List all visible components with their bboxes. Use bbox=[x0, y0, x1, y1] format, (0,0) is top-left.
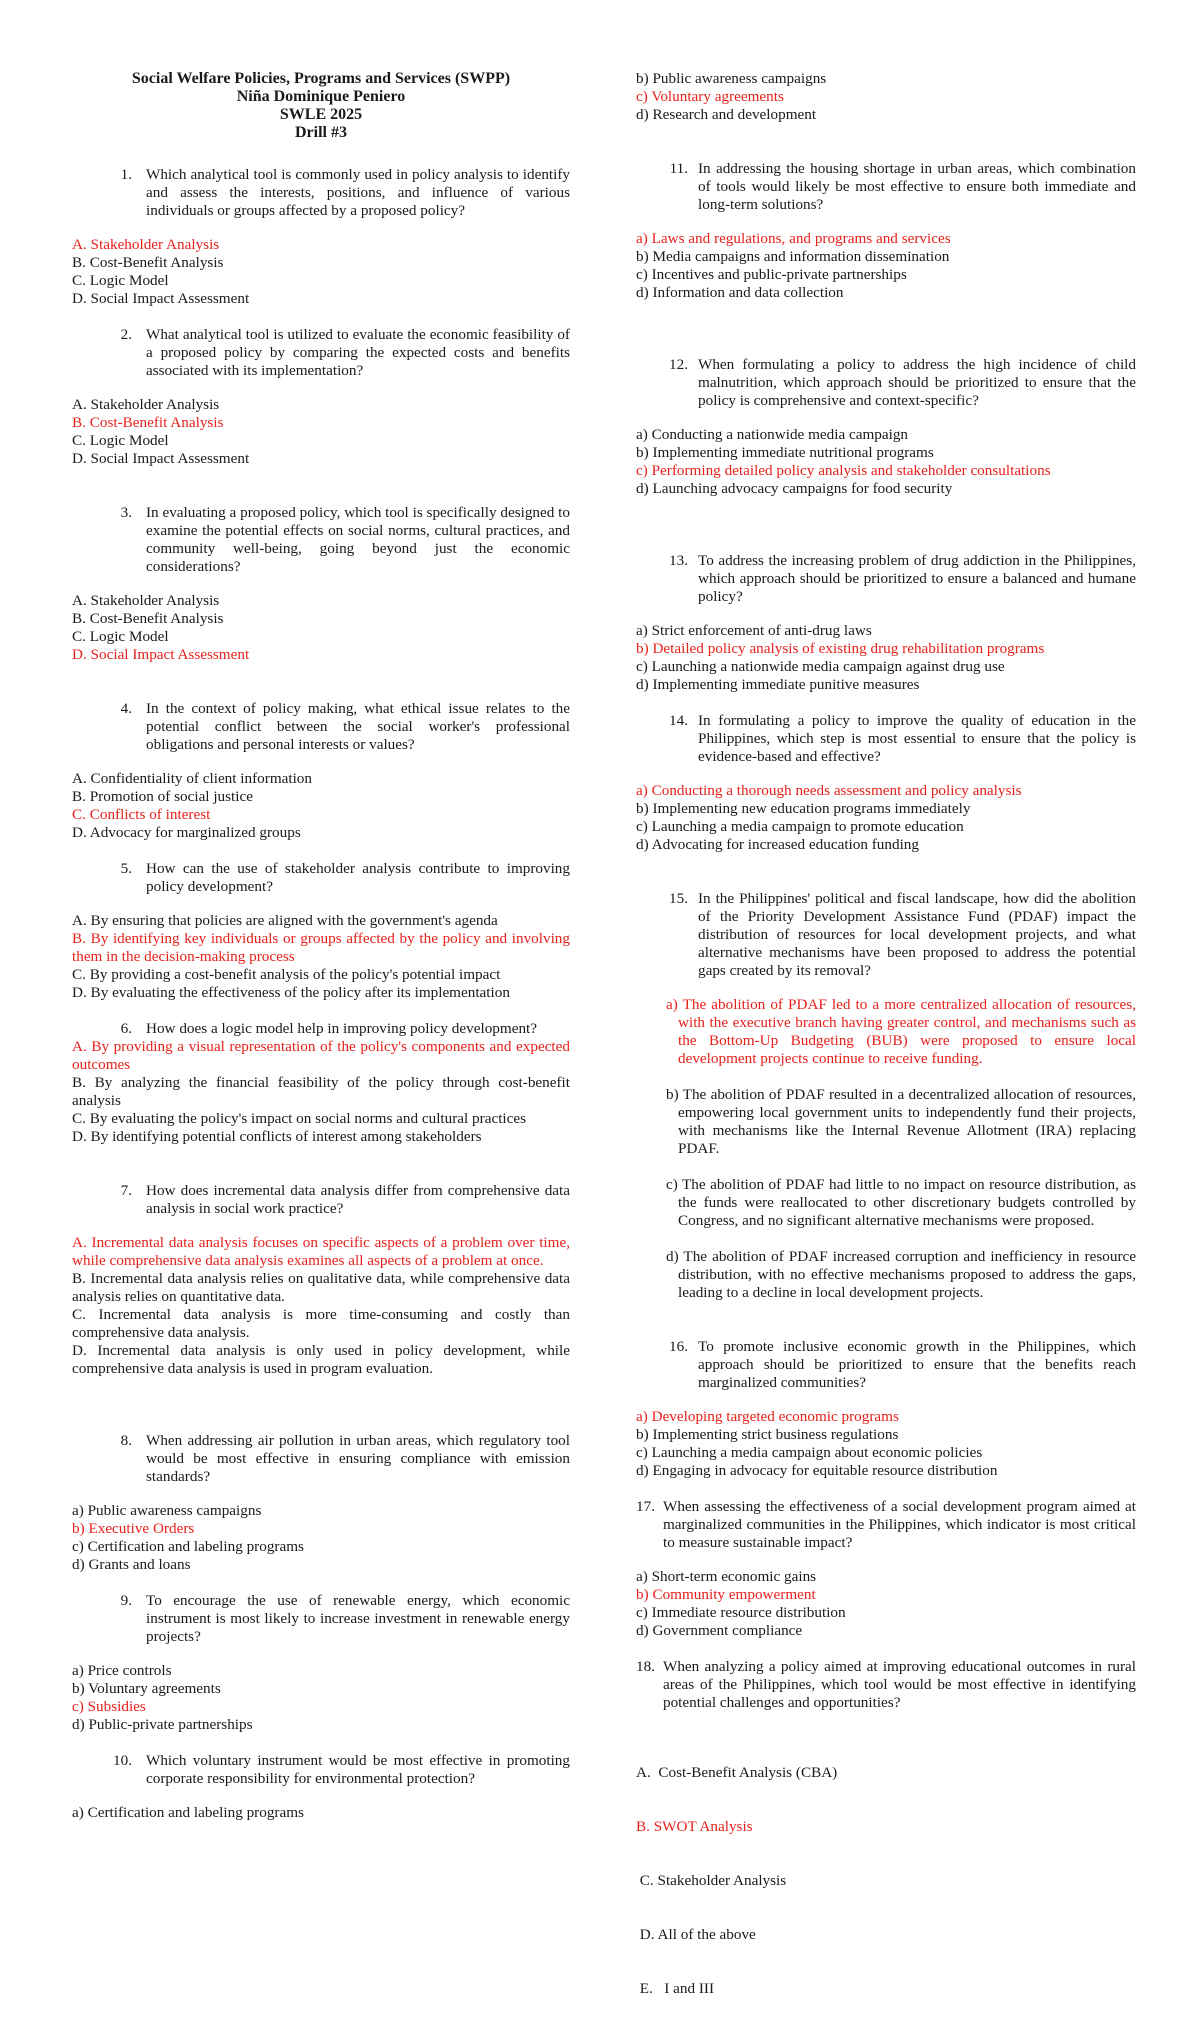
options bbox=[636, 1408, 1136, 1480]
option-a: a) Short-term economic gains bbox=[636, 1568, 817, 1585]
option-b: b) Implementing strict business regulations bbox=[636, 1426, 899, 1443]
options bbox=[72, 770, 570, 842]
option-c: C. By providing a cost-benefit analysis of the policy's potential impact bbox=[72, 966, 501, 983]
option-a: A. Incremental data analysis focuses on specific aspects of a problem over time, while comprehensive data analysis examines all aspects of a problem at once. bbox=[72, 1234, 570, 1269]
option-a: A. By ensuring that policies are aligned with the government's agenda bbox=[72, 912, 498, 929]
question-number: 15. bbox=[669, 890, 688, 907]
options bbox=[636, 782, 1136, 854]
exam-label: SWLE 2025 bbox=[279, 106, 363, 123]
question-2 bbox=[72, 326, 570, 468]
option-a: a) Strict enforcement of anti-drug laws bbox=[636, 622, 872, 639]
question-text: In the context of policy making, what ethical issue relates to the potential conflict between the social worker's professional obligations and personal interests or values? bbox=[146, 700, 570, 753]
option-c: c) Certification and labeling programs bbox=[72, 1538, 304, 1555]
option-d: d) Grants and loans bbox=[72, 1556, 191, 1573]
option-d: d) Advocating for increased education funding bbox=[636, 836, 919, 853]
option-b: B. SWOT Analysis bbox=[636, 1818, 753, 1835]
question-number: 8. bbox=[120, 1432, 132, 1449]
option-a: a) Developing targeted economic programs bbox=[636, 1408, 899, 1425]
option-b: B. By identifying key individuals or groups affected by the policy and involving them in the decision-making process bbox=[72, 930, 570, 965]
option-c: c) Performing detailed policy analysis and stakeholder consultations bbox=[636, 462, 1051, 479]
options bbox=[72, 912, 570, 1002]
options bbox=[636, 426, 1136, 498]
option-c: c) The abolition of PDAF had little to no impact on resource distribution, as the funds were reallocated to other discretionary budgets controlled by Congress, and no significant alternative mechanisms were proposed. bbox=[666, 1176, 1136, 1229]
question-number: 7. bbox=[120, 1182, 132, 1199]
right-column bbox=[636, 70, 1136, 2034]
question-text: In formulating a policy to improve the quality of education in the Philippines, which step is most essential to ensure that the policy is evidence-based and effective? bbox=[698, 712, 1136, 765]
author-name: Niña Dominique Peniero bbox=[236, 88, 406, 105]
options bbox=[72, 592, 570, 664]
question-7 bbox=[72, 1182, 570, 1378]
option-d: D. Advocacy for marginalized groups bbox=[72, 824, 301, 841]
option-d: D. Social Impact Assessment bbox=[72, 646, 250, 663]
options bbox=[636, 1568, 1136, 1640]
question-16 bbox=[636, 1338, 1136, 1480]
question-text: How can the use of stakeholder analysis contribute to improving policy development? bbox=[146, 860, 570, 895]
options bbox=[636, 996, 1136, 1302]
option-c: c) Subsidies bbox=[72, 1698, 146, 1715]
question-text: To address the increasing problem of drug addiction in the Philippines, which approach should be prioritized to ensure a balanced and humane policy? bbox=[698, 552, 1136, 605]
question-text: When analyzing a policy aimed at improving educational outcomes in rural areas of the Philippines, which tool would be most effective in identifying potential challenges and opportunities? bbox=[662, 1658, 1136, 1711]
question-18 bbox=[636, 1658, 1136, 2034]
option-b: B. Cost-Benefit Analysis bbox=[72, 414, 224, 431]
question-number: 5. bbox=[120, 860, 132, 877]
question-6 bbox=[72, 1020, 570, 1146]
question-number: 9. bbox=[120, 1592, 132, 1609]
question-text: How does incremental data analysis differ from comprehensive data analysis in social work practice? bbox=[146, 1182, 570, 1217]
option-b: b) Media campaigns and information dissemination bbox=[636, 248, 950, 265]
option-c: c) Launching a media campaign about economic policies bbox=[636, 1444, 983, 1461]
question-9 bbox=[72, 1592, 570, 1734]
option-c: c) Immediate resource distribution bbox=[636, 1604, 846, 1621]
options bbox=[72, 1502, 570, 1574]
option-d: D. Social Impact Assessment bbox=[72, 290, 250, 307]
question-13 bbox=[636, 552, 1136, 694]
options bbox=[636, 230, 1136, 302]
option-d: d) Government compliance bbox=[636, 1622, 803, 1639]
question-14 bbox=[636, 712, 1136, 854]
option-d: d) Information and data collection bbox=[636, 284, 844, 301]
option-b: b) Detailed policy analysis of existing drug rehabilitation programs bbox=[636, 640, 1045, 657]
option-a: a) The abolition of PDAF led to a more centralized allocation of resources, with the executive branch having greater control, and mechanisms such as the Bottom-Up Budgeting (BUB) were proposed to ensure local development projects continue to receive funding. bbox=[666, 996, 1136, 1067]
question-text: In the Philippines' political and fiscal landscape, how did the abolition of the Priority Development Assistance Fund (PDAF) impact the distribution of resources for local development projects, and what alternative mechanisms have been proposed to address the potential gaps created by its removal? bbox=[698, 890, 1136, 979]
question-10-continued bbox=[636, 70, 1136, 124]
option-a: A. Confidentiality of client information bbox=[72, 770, 312, 787]
question-number: 1. bbox=[120, 166, 132, 183]
question-number: 14. bbox=[669, 712, 688, 729]
options bbox=[72, 236, 570, 308]
question-number: 16. bbox=[669, 1338, 688, 1355]
options bbox=[72, 1662, 570, 1734]
question-10 bbox=[72, 1752, 570, 1822]
option-c: c) Incentives and public-private partnerships bbox=[636, 266, 907, 283]
options bbox=[72, 1038, 570, 1146]
option-b: B. Cost-Benefit Analysis bbox=[72, 610, 224, 627]
option-b: b) Implementing new education programs immediately bbox=[636, 800, 971, 817]
question-text: In evaluating a proposed policy, which tool is specifically designed to examine the potential effects on social norms, cultural practices, and community well-being, going beyond just the economic considerations? bbox=[146, 504, 570, 575]
question-15 bbox=[636, 890, 1136, 1302]
question-text: When assessing the effectiveness of a social development program aimed at marginalized communities in the Philippines, which indicator is most critical to measure sustainable impact? bbox=[662, 1498, 1136, 1551]
option-c: c) Launching a nationwide media campaign against drug use bbox=[636, 658, 1005, 675]
option-a: A. Stakeholder Analysis bbox=[72, 236, 220, 253]
option-b: b) Community empowerment bbox=[636, 1586, 816, 1603]
option-a: a) Price controls bbox=[72, 1662, 172, 1679]
question-text: When formulating a policy to address the high incidence of child malnutrition, which approach should be prioritized to ensure that the policy is comprehensive and context-specific? bbox=[698, 356, 1136, 409]
option-c: C. Stakeholder Analysis bbox=[636, 1872, 787, 1889]
question-5 bbox=[72, 860, 570, 1002]
option-a: a) Certification and labeling programs bbox=[72, 1804, 304, 1821]
option-e: E. I and III bbox=[636, 1980, 715, 1997]
option-a: A. By providing a visual representation of the policy's components and expected outcomes bbox=[72, 1038, 570, 1073]
option-b: b) Voluntary agreements bbox=[72, 1680, 221, 1697]
question-number: 18. bbox=[636, 1658, 655, 1675]
option-d: d) The abolition of PDAF increased corruption and inefficiency in resource distribution, with no effective mechanisms proposed to address the gaps, leading to a decline in local development projects. bbox=[666, 1248, 1136, 1301]
question-number: 13. bbox=[669, 552, 688, 569]
question-text: Which analytical tool is commonly used in policy analysis to identify and assess the interests, positions, and influence of various individuals or groups affected by a proposed policy? bbox=[146, 166, 570, 219]
question-8 bbox=[72, 1432, 570, 1574]
option-a: a) Conducting a thorough needs assessment and policy analysis bbox=[636, 782, 1022, 799]
options bbox=[72, 1234, 570, 1378]
course-title: Social Welfare Policies, Programs and Services (SWPP) bbox=[131, 70, 511, 87]
question-text: Which voluntary instrument would be most effective in promoting corporate responsibility for environmental protection? bbox=[146, 1752, 570, 1787]
option-a: A. Stakeholder Analysis bbox=[72, 592, 220, 609]
option-d: d) Implementing immediate punitive measures bbox=[636, 676, 920, 693]
question-text: How does a logic model help in improving policy development? bbox=[146, 1020, 537, 1037]
question-17 bbox=[636, 1498, 1136, 1640]
option-d: d) Launching advocacy campaigns for food security bbox=[636, 480, 953, 497]
option-d: D. By identifying potential conflicts of interest among stakeholders bbox=[72, 1128, 482, 1145]
question-number: 12. bbox=[669, 356, 688, 373]
question-text: In addressing the housing shortage in urban areas, which combination of tools would likely be most effective to ensure both immediate and long-term solutions? bbox=[698, 160, 1136, 213]
question-number: 4. bbox=[120, 700, 132, 717]
option-c: C. Logic Model bbox=[72, 432, 169, 449]
option-c: c) Launching a media campaign to promote education bbox=[636, 818, 964, 835]
options bbox=[72, 396, 570, 468]
option-b: b) Public awareness campaigns bbox=[636, 70, 827, 87]
question-text: When addressing air pollution in urban areas, which regulatory tool would be most effective in ensuring compliance with emission standards? bbox=[146, 1432, 570, 1485]
drill-label: Drill #3 bbox=[295, 124, 347, 141]
option-b: B. Cost-Benefit Analysis bbox=[72, 254, 224, 271]
option-d: d) Research and development bbox=[636, 106, 817, 123]
option-c: C. Logic Model bbox=[72, 272, 169, 289]
question-number: 10. bbox=[113, 1752, 132, 1769]
options bbox=[636, 1728, 1136, 2034]
question-1 bbox=[72, 166, 570, 308]
option-b: B. Promotion of social justice bbox=[72, 788, 253, 805]
option-d: D. Social Impact Assessment bbox=[72, 450, 250, 467]
option-d: d) Engaging in advocacy for equitable resource distribution bbox=[636, 1462, 998, 1479]
option-a: A. Cost-Benefit Analysis (CBA) bbox=[636, 1764, 838, 1781]
question-number: 11. bbox=[669, 160, 688, 177]
question-4 bbox=[72, 700, 570, 842]
option-a: A. Stakeholder Analysis bbox=[72, 396, 220, 413]
option-a: a) Conducting a nationwide media campaign bbox=[636, 426, 909, 443]
options bbox=[636, 622, 1136, 694]
option-d: d) Public-private partnerships bbox=[72, 1716, 253, 1733]
option-d: D. By evaluating the effectiveness of the policy after its implementation bbox=[72, 984, 510, 1001]
option-d: D. All of the above bbox=[636, 1926, 756, 1943]
option-b: b) Implementing immediate nutritional programs bbox=[636, 444, 934, 461]
question-number: 3. bbox=[120, 504, 132, 521]
option-a: a) Public awareness campaigns bbox=[72, 1502, 262, 1519]
question-text: To encourage the use of renewable energy, which economic instrument is most likely to increase investment in renewable energy projects? bbox=[146, 1592, 570, 1645]
option-c: C. Conflicts of interest bbox=[72, 806, 211, 823]
option-a: a) Laws and regulations, and programs and services bbox=[636, 230, 951, 247]
question-text: What analytical tool is utilized to evaluate the economic feasibility of a proposed policy by comparing the expected costs and benefits associated with its implementation? bbox=[146, 326, 570, 379]
question-12 bbox=[636, 356, 1136, 498]
option-b: B. Incremental data analysis relies on qualitative data, while comprehensive data analysis relies on quantitative data. bbox=[72, 1270, 570, 1305]
option-b: B. By analyzing the financial feasibility of the policy through cost-benefit analysis bbox=[72, 1074, 570, 1109]
question-11 bbox=[636, 160, 1136, 302]
option-b: b) Executive Orders bbox=[72, 1520, 195, 1537]
options bbox=[72, 1804, 570, 1822]
option-c: c) Voluntary agreements bbox=[636, 88, 784, 105]
question-3 bbox=[72, 504, 570, 664]
option-c: C. By evaluating the policy's impact on social norms and cultural practices bbox=[72, 1110, 527, 1127]
question-number: 6. bbox=[120, 1020, 132, 1037]
option-d: D. Incremental data analysis is only used in policy development, while comprehensive data analysis is used in program evaluation. bbox=[72, 1342, 570, 1377]
question-number: 17. bbox=[636, 1498, 655, 1515]
question-number: 2. bbox=[120, 326, 132, 343]
option-c: C. Logic Model bbox=[72, 628, 169, 645]
document-header bbox=[72, 70, 570, 142]
option-b: b) The abolition of PDAF resulted in a decentralized allocation of resources, empowering local government units to independently fund their projects, with mechanisms like the Internal Revenue Allotment (IRA) replacing PDAF. bbox=[666, 1086, 1136, 1157]
question-text: To promote inclusive economic growth in the Philippines, which approach should be prioritized to ensure that the benefits reach marginalized communities? bbox=[698, 1338, 1136, 1391]
option-c: C. Incremental data analysis is more time-consuming and costly than comprehensive data analysis. bbox=[72, 1306, 570, 1341]
left-column bbox=[72, 70, 570, 1822]
